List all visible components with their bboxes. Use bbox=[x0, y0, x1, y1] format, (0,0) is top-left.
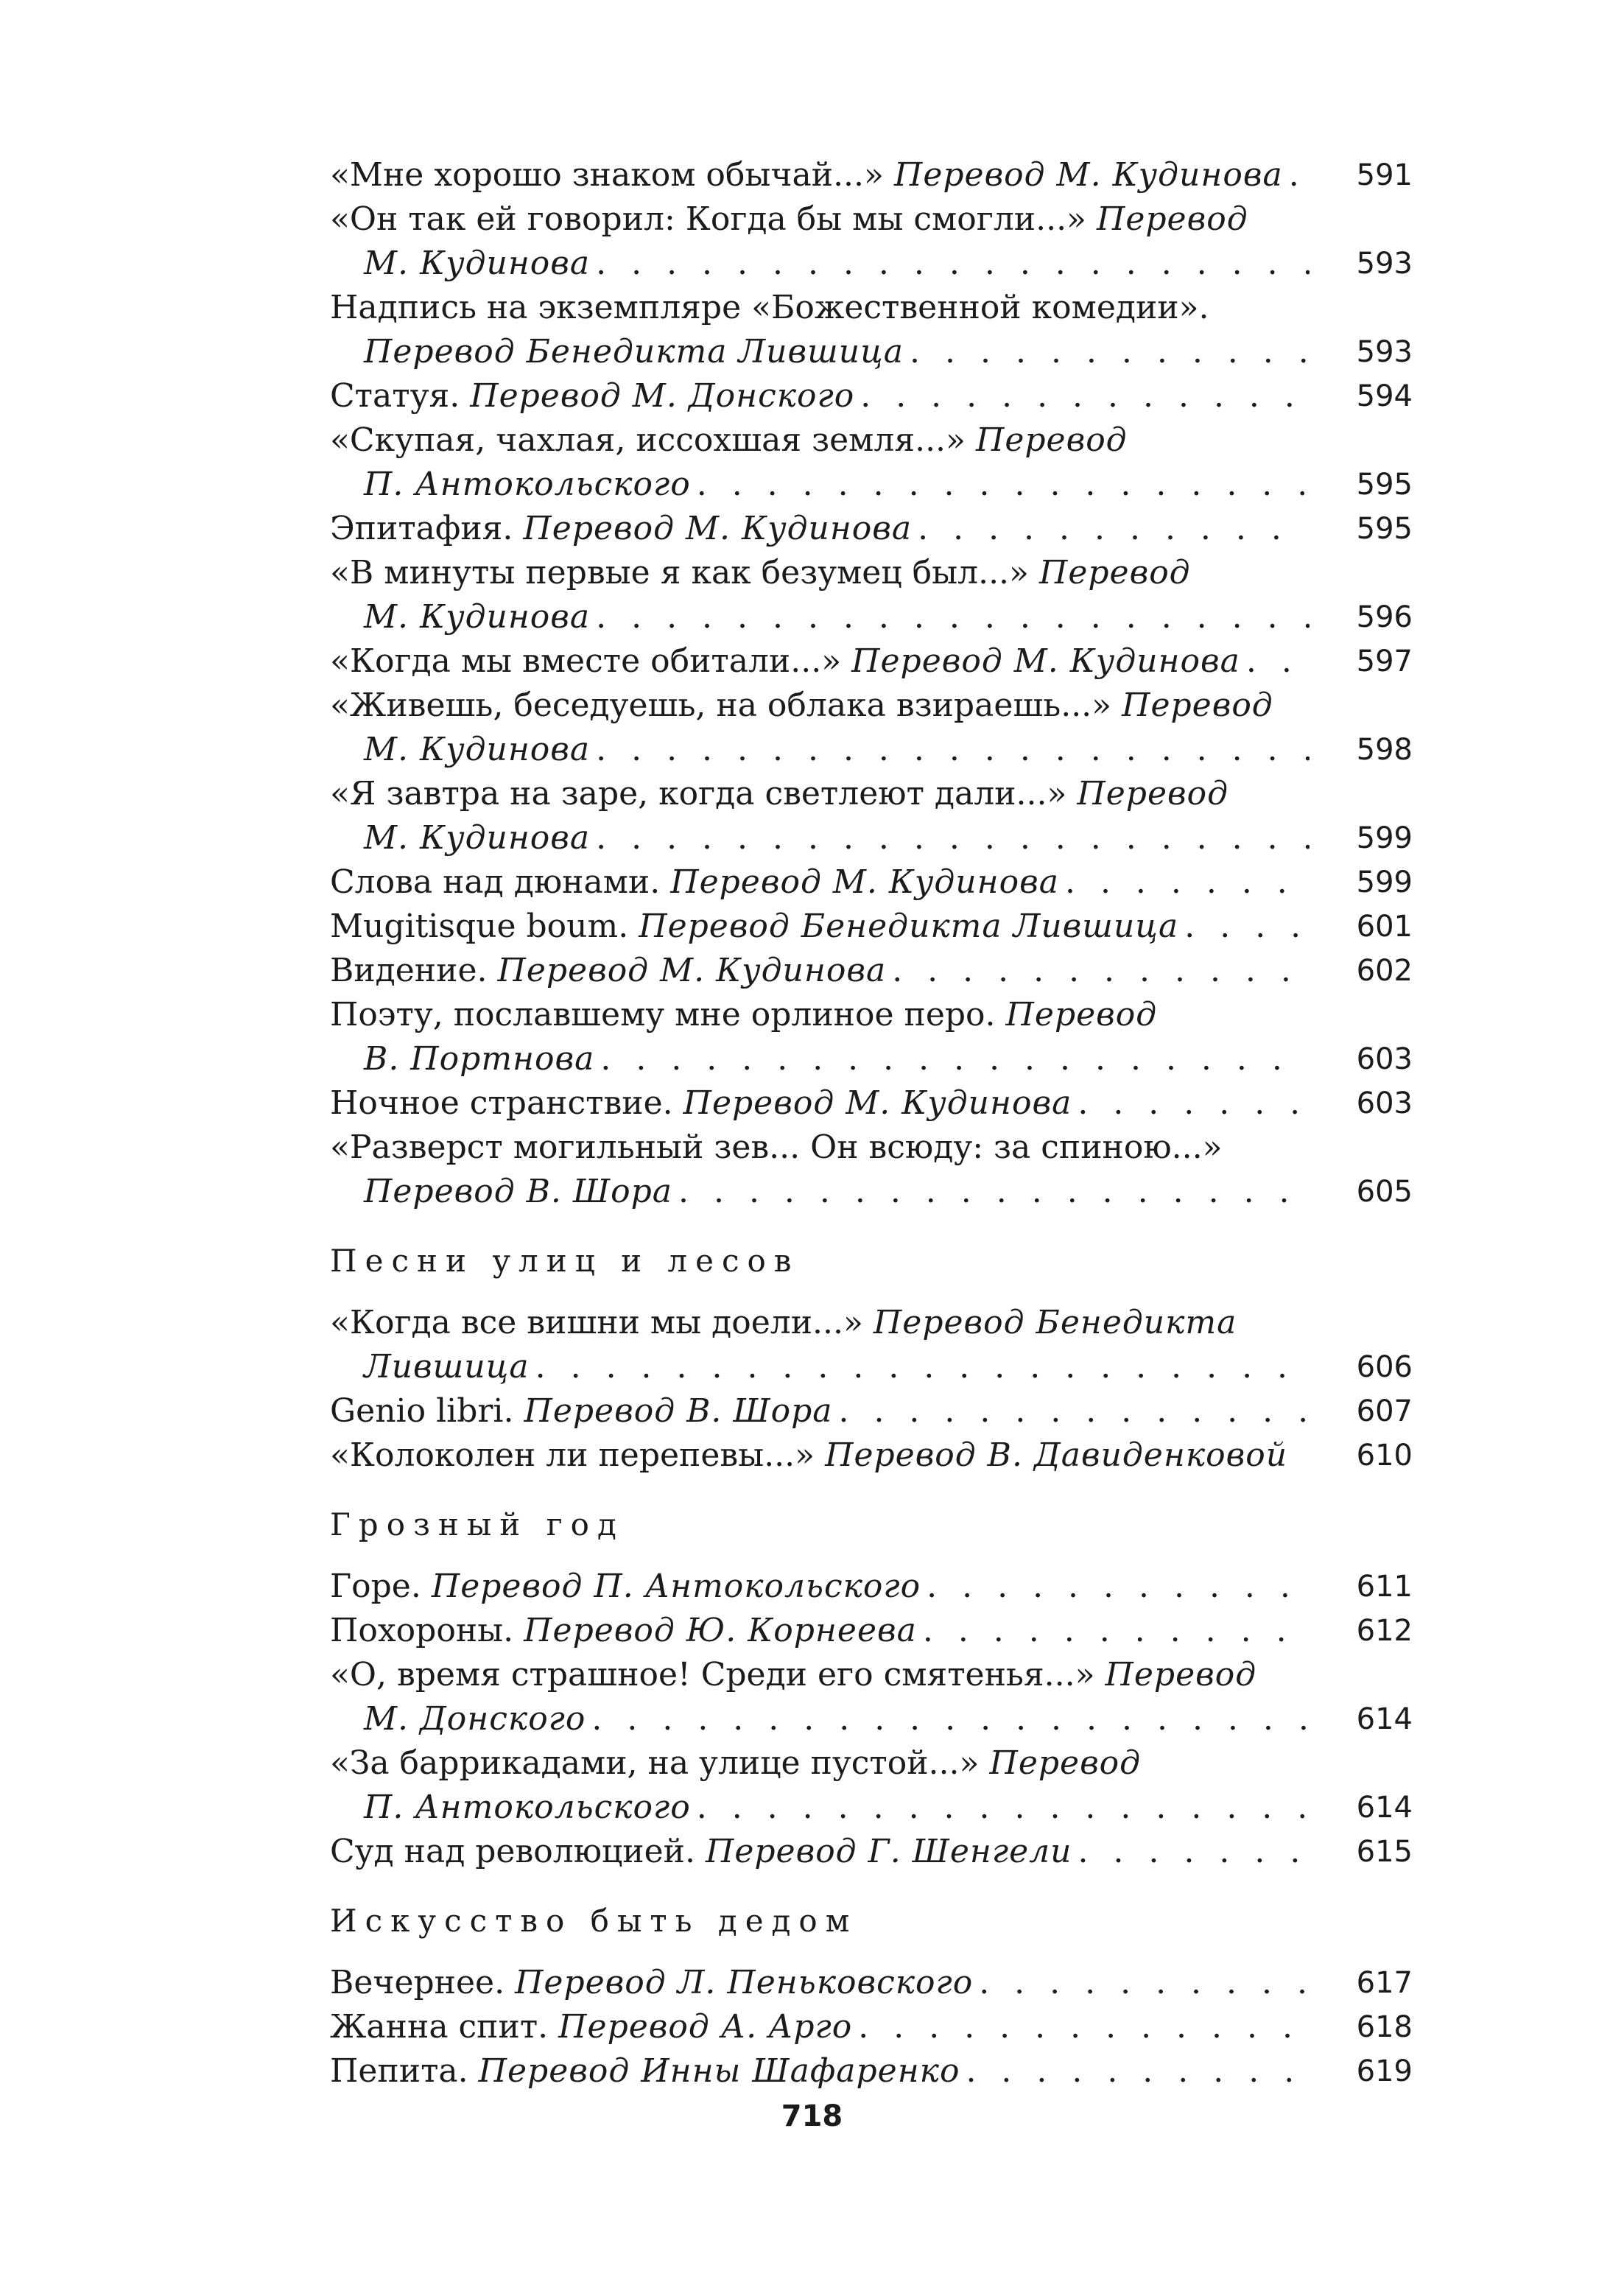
entry-line-continuation bbox=[330, 330, 1310, 374]
entry-title: Пепита. bbox=[330, 2052, 468, 2090]
entry-translator: Перевод М. Кудинова bbox=[523, 510, 913, 547]
toc-entry bbox=[330, 1433, 1413, 1478]
dot-leader bbox=[672, 1170, 1310, 1214]
entry-line-text bbox=[330, 1433, 1287, 1478]
entry-translator: Перевод Ю. Корнеева bbox=[524, 1612, 917, 1649]
entry-title: Genio libri. bbox=[330, 1392, 514, 1430]
dot-leader bbox=[921, 1565, 1310, 1609]
entry-line-continuation bbox=[330, 1345, 1310, 1389]
entry-title: Слова над дюнами. bbox=[330, 863, 661, 901]
entry-translator: Лившица bbox=[364, 1348, 530, 1386]
entry-line bbox=[330, 1609, 1310, 1653]
entry-page-number: 619 bbox=[1356, 2054, 1413, 2088]
entry-line-continuation bbox=[330, 1786, 1310, 1830]
entry-line-text bbox=[330, 905, 1178, 949]
entry-translator: Перевод Бенедикта bbox=[873, 1304, 1237, 1341]
toc-entry bbox=[330, 1565, 1413, 1609]
entry-title: «О, время страшное! Среди его смятенья...» bbox=[330, 1656, 1095, 1693]
entry-line bbox=[330, 1081, 1310, 1126]
entry-title: «Когда все вишни мы доели...» bbox=[330, 1304, 863, 1341]
toc-entry bbox=[330, 507, 1413, 551]
entry-translator: В. Портнова bbox=[364, 1040, 595, 1078]
entry-line-continuation bbox=[330, 242, 1310, 286]
toc-entry-text bbox=[330, 993, 1310, 1081]
toc-entry-text bbox=[330, 1389, 1310, 1433]
toc-entry bbox=[330, 1961, 1413, 2005]
dot-leader bbox=[586, 1697, 1310, 1741]
toc-entry-text bbox=[330, 772, 1310, 860]
entry-line-text bbox=[330, 1961, 973, 2005]
dot-leader bbox=[917, 1609, 1310, 1653]
dot-leader bbox=[1072, 1830, 1310, 1874]
entry-page-number: 595 bbox=[1356, 512, 1413, 546]
entry-translator: Перевод bbox=[975, 421, 1128, 459]
entry-line bbox=[330, 418, 1310, 463]
dot-leader bbox=[691, 1786, 1310, 1830]
entry-translator: Перевод М. Кудинова bbox=[497, 952, 887, 989]
entry-page-number: 614 bbox=[1356, 1791, 1413, 1825]
entry-title: «Скупая, чахлая, иссохшая земля...» bbox=[330, 421, 966, 459]
entry-translator: Перевод bbox=[1105, 1656, 1257, 1693]
dot-leader bbox=[960, 2049, 1310, 2093]
entry-line-continuation bbox=[330, 1170, 1310, 1214]
toc-entry bbox=[330, 1653, 1413, 1741]
entry-line bbox=[330, 1565, 1310, 1609]
toc-entry bbox=[330, 949, 1413, 993]
entry-line bbox=[330, 1126, 1310, 1170]
entry-line bbox=[330, 197, 1310, 242]
toc-entry bbox=[330, 860, 1413, 905]
entry-page-number: 599 bbox=[1356, 821, 1413, 855]
entry-page-number: 617 bbox=[1356, 1966, 1413, 2000]
entry-page-number: 603 bbox=[1356, 1087, 1413, 1120]
entry-title: Поэту, пославшему мне орлиное перо. bbox=[330, 996, 996, 1033]
entry-title: Статуя. bbox=[330, 377, 460, 415]
entry-line bbox=[330, 993, 1310, 1037]
entry-title: Жанна спит. bbox=[330, 2008, 549, 2046]
entry-line bbox=[330, 551, 1310, 595]
toc-entry-text bbox=[330, 2049, 1310, 2093]
entry-line-text bbox=[364, 1697, 586, 1741]
entry-translator: Перевод В. Шора bbox=[364, 1173, 672, 1210]
toc-entry bbox=[330, 684, 1413, 772]
entry-line bbox=[330, 684, 1310, 728]
entry-line-text bbox=[364, 816, 590, 860]
entry-translator: М. Донского bbox=[364, 1700, 586, 1738]
entry-page-number: 615 bbox=[1356, 1835, 1413, 1869]
entry-translator: Перевод М. Кудинова bbox=[670, 863, 1059, 901]
entry-line-text bbox=[330, 1565, 921, 1609]
toc-section bbox=[330, 1899, 1413, 2093]
entry-title: «Разверст могильный зев... Он всюду: за спиною...» bbox=[330, 1129, 1223, 1166]
toc-entry-text bbox=[330, 1653, 1310, 1741]
entry-line-text bbox=[330, 949, 886, 993]
toc-entry-text bbox=[330, 197, 1310, 286]
entry-line-text bbox=[364, 1345, 530, 1389]
entry-line-text bbox=[330, 1081, 1072, 1126]
toc-entry bbox=[330, 418, 1413, 507]
toc-entry bbox=[330, 2005, 1413, 2049]
entry-line bbox=[330, 1830, 1310, 1874]
entry-line-continuation bbox=[330, 1697, 1310, 1741]
entry-translator: Перевод bbox=[1005, 996, 1158, 1033]
toc-entry-text bbox=[330, 1741, 1310, 1830]
toc-entry bbox=[330, 1741, 1413, 1830]
entry-title: Видение. bbox=[330, 952, 488, 989]
entry-translator: Перевод Бенедикта Лившица bbox=[364, 333, 904, 371]
dot-leader bbox=[590, 728, 1310, 772]
entry-translator: Перевод М. Кудинова bbox=[683, 1084, 1072, 1122]
entry-line bbox=[330, 860, 1310, 905]
toc-entry bbox=[330, 551, 1413, 639]
entry-line-text bbox=[364, 1786, 691, 1830]
entry-page-number: 596 bbox=[1356, 600, 1413, 634]
table-of-contents bbox=[330, 153, 1413, 2093]
entry-line-text bbox=[330, 860, 1059, 905]
entry-translator: Перевод bbox=[1077, 775, 1228, 812]
toc-entry bbox=[330, 1081, 1413, 1126]
entry-translator: Перевод bbox=[1096, 200, 1248, 238]
entry-line bbox=[330, 1961, 1310, 2005]
toc-entry-text bbox=[330, 905, 1310, 949]
entry-title: «За баррикадами, на улице пустой...» bbox=[330, 1744, 980, 1782]
toc-entry-text bbox=[330, 949, 1310, 993]
dot-leader bbox=[1178, 905, 1310, 949]
entry-line-text bbox=[364, 728, 590, 772]
entry-title: «Когда мы вместе обитали...» bbox=[330, 642, 842, 680]
dot-leader bbox=[590, 242, 1310, 286]
toc-entry-text bbox=[330, 1565, 1310, 1609]
entry-page-number: 610 bbox=[1356, 1439, 1413, 1473]
entry-translator: Перевод bbox=[1122, 687, 1273, 724]
toc-entry-text bbox=[330, 1301, 1310, 1389]
entry-line-text bbox=[330, 2005, 852, 2049]
entry-page-number: 599 bbox=[1356, 866, 1413, 899]
toc-entry-text bbox=[330, 374, 1310, 418]
entry-title: Похороны. bbox=[330, 1612, 514, 1649]
entry-title: Вечернее. bbox=[330, 1964, 505, 2001]
dot-leader bbox=[1240, 639, 1310, 684]
toc-entry bbox=[330, 286, 1413, 374]
dot-leader bbox=[912, 507, 1310, 551]
dot-leader bbox=[594, 1037, 1310, 1081]
toc-entry bbox=[330, 905, 1413, 949]
entry-line-text bbox=[330, 639, 1240, 684]
entry-translator: Перевод В. Давиденковой bbox=[825, 1436, 1288, 1474]
entry-translator: Перевод Г. Шенгели bbox=[705, 1833, 1072, 1870]
entry-page-number: 614 bbox=[1356, 1702, 1413, 1736]
entry-line bbox=[330, 2005, 1310, 2049]
entry-translator: М. Кудинова bbox=[364, 731, 591, 768]
entry-page-number: 607 bbox=[1356, 1394, 1413, 1428]
page-number: 718 bbox=[781, 2099, 843, 2133]
entry-page-number: 593 bbox=[1356, 247, 1413, 281]
entry-page-number: 605 bbox=[1356, 1175, 1413, 1209]
dot-leader bbox=[1283, 153, 1310, 197]
entry-line bbox=[330, 949, 1310, 993]
toc-entry bbox=[330, 374, 1413, 418]
entry-translator: Перевод В. Шора bbox=[524, 1392, 833, 1430]
entry-line-text bbox=[330, 507, 912, 551]
toc-entry-text bbox=[330, 860, 1310, 905]
dot-leader bbox=[590, 816, 1310, 860]
toc-entry-text bbox=[330, 1081, 1310, 1126]
toc-entry-text bbox=[330, 418, 1310, 507]
entry-translator: М. Кудинова bbox=[364, 598, 591, 636]
toc-entry bbox=[330, 1389, 1413, 1433]
entry-page-number: 591 bbox=[1356, 158, 1413, 192]
toc-entry bbox=[330, 772, 1413, 860]
toc-entry bbox=[330, 993, 1413, 1081]
entry-page-number: 593 bbox=[1356, 335, 1413, 369]
entry-line-continuation bbox=[330, 728, 1310, 772]
toc-entry bbox=[330, 153, 1413, 197]
entry-line bbox=[330, 1433, 1310, 1478]
entry-line bbox=[330, 286, 1310, 330]
toc-entry-text bbox=[330, 1126, 1310, 1214]
entry-page-number: 612 bbox=[1356, 1614, 1413, 1648]
entry-translator: Перевод П. Антокольского bbox=[431, 1568, 921, 1605]
entry-translator: П. Антокольского bbox=[364, 466, 691, 503]
toc-section bbox=[330, 1503, 1413, 1874]
entry-title: «Он так ей говорил: Когда бы мы смогли...» bbox=[330, 200, 1086, 238]
dot-leader bbox=[530, 1345, 1310, 1389]
entry-title: «Колоколен ли перепевы...» bbox=[330, 1436, 815, 1474]
entry-line bbox=[330, 374, 1310, 418]
entry-line-text bbox=[364, 330, 904, 374]
entry-line-continuation bbox=[330, 463, 1310, 507]
entry-page-number: 606 bbox=[1356, 1350, 1413, 1384]
entry-page-number: 611 bbox=[1356, 1570, 1413, 1604]
entry-line-text bbox=[330, 1609, 917, 1653]
entry-title: Суд над революцией. bbox=[330, 1833, 695, 1870]
entry-title: Эпитафия. bbox=[330, 510, 513, 547]
dot-leader bbox=[904, 330, 1310, 374]
entry-translator: Перевод bbox=[989, 1744, 1142, 1782]
dot-leader bbox=[1059, 860, 1310, 905]
toc-entry-text bbox=[330, 1830, 1310, 1874]
toc-entry-text bbox=[330, 1961, 1310, 2005]
entry-line-text bbox=[364, 1170, 672, 1214]
entry-line-text bbox=[364, 242, 590, 286]
toc-entry-text bbox=[330, 684, 1310, 772]
entry-title: Горе. bbox=[330, 1568, 421, 1605]
dot-leader bbox=[886, 949, 1310, 993]
toc-section bbox=[330, 153, 1413, 1214]
entry-line-continuation bbox=[330, 595, 1310, 639]
entry-translator: Перевод Бенедикта Лившица bbox=[639, 908, 1179, 945]
entry-title: «Мне хорошо знаком обычай...» bbox=[330, 156, 884, 194]
entry-page-number: 594 bbox=[1356, 379, 1413, 413]
entry-title: Надпись на экземпляре «Божественной комедии». bbox=[330, 289, 1209, 326]
dot-leader bbox=[1072, 1081, 1310, 1126]
entry-line bbox=[330, 1301, 1310, 1345]
entry-line bbox=[330, 153, 1310, 197]
entry-title: «В минуты первые я как безумец был...» bbox=[330, 554, 1029, 592]
entry-title: «Я завтра на заре, когда светлеют дали...» bbox=[330, 775, 1067, 812]
dot-leader bbox=[691, 463, 1310, 507]
entry-line bbox=[330, 2049, 1310, 2093]
entry-page-number: 595 bbox=[1356, 468, 1413, 502]
entry-line-text bbox=[330, 2049, 960, 2093]
entry-line-continuation bbox=[330, 1037, 1310, 1081]
entry-line-text bbox=[364, 463, 691, 507]
entry-translator: Перевод М. Донского bbox=[470, 377, 855, 415]
entry-title: Ночное странствие. bbox=[330, 1084, 673, 1122]
toc-entry bbox=[330, 639, 1413, 684]
entry-translator: Перевод А. Арго bbox=[558, 2008, 853, 2046]
entry-page-number: 602 bbox=[1356, 954, 1413, 988]
entry-title: Mugitisque boum. bbox=[330, 908, 629, 945]
toc-entry bbox=[330, 1126, 1413, 1214]
entry-translator: П. Антокольского bbox=[364, 1789, 691, 1826]
entry-line-text bbox=[330, 1830, 1072, 1874]
dot-leader bbox=[852, 2005, 1310, 2049]
entry-line-text bbox=[364, 1037, 594, 1081]
entry-line bbox=[330, 1741, 1310, 1786]
entry-title: «Живешь, беседуешь, на облака взираешь...» bbox=[330, 687, 1112, 724]
toc-entry-text bbox=[330, 1609, 1310, 1653]
toc-entry bbox=[330, 1301, 1413, 1389]
entry-translator: Перевод bbox=[1038, 554, 1191, 592]
toc-entry-text bbox=[330, 286, 1310, 374]
dot-leader bbox=[973, 1961, 1310, 2005]
entry-translator: Перевод Инны Шафаренко bbox=[478, 2052, 960, 2090]
entry-page-number: 618 bbox=[1356, 2010, 1413, 2044]
toc-entry-text bbox=[330, 1433, 1310, 1478]
toc-entry-text bbox=[330, 551, 1310, 639]
dot-leader bbox=[854, 374, 1310, 418]
entry-translator: М. Кудинова bbox=[364, 245, 591, 282]
toc-entry-text bbox=[330, 153, 1310, 197]
entry-translator: Перевод Л. Пеньковского bbox=[515, 1964, 974, 2001]
section-heading: Песни улиц и лесов bbox=[330, 1243, 800, 1279]
dot-leader bbox=[590, 595, 1310, 639]
entry-line-text bbox=[330, 1389, 832, 1433]
entry-page-number: 603 bbox=[1356, 1042, 1413, 1076]
section-heading: Искусство быть дедом bbox=[330, 1903, 858, 1939]
dot-leader bbox=[832, 1389, 1310, 1433]
toc-entry bbox=[330, 197, 1413, 286]
entry-translator: М. Кудинова bbox=[364, 819, 591, 857]
entry-line-text bbox=[330, 374, 854, 418]
toc-section bbox=[330, 1239, 1413, 1478]
section-heading: Грозный год bbox=[330, 1506, 625, 1542]
toc-entry bbox=[330, 1609, 1413, 1653]
entry-line-continuation bbox=[330, 816, 1310, 860]
toc-entry-text bbox=[330, 639, 1310, 684]
entry-page-number: 597 bbox=[1356, 645, 1413, 678]
entry-page-number: 598 bbox=[1356, 733, 1413, 767]
toc-entry-text bbox=[330, 507, 1310, 551]
entry-line bbox=[330, 772, 1310, 816]
entry-line bbox=[330, 905, 1310, 949]
entry-line bbox=[330, 1389, 1310, 1433]
entry-line bbox=[330, 1653, 1310, 1697]
entry-line-text bbox=[364, 595, 590, 639]
toc-entry-text bbox=[330, 2005, 1310, 2049]
entry-line bbox=[330, 507, 1310, 551]
entry-translator: Перевод М. Кудинова bbox=[851, 642, 1240, 680]
entry-translator: Перевод М. Кудинова bbox=[893, 156, 1283, 194]
entry-line bbox=[330, 639, 1310, 684]
entry-page-number: 601 bbox=[1356, 910, 1413, 944]
toc-entry bbox=[330, 2049, 1413, 2093]
toc-entry bbox=[330, 1830, 1413, 1874]
entry-line-text bbox=[330, 153, 1283, 197]
